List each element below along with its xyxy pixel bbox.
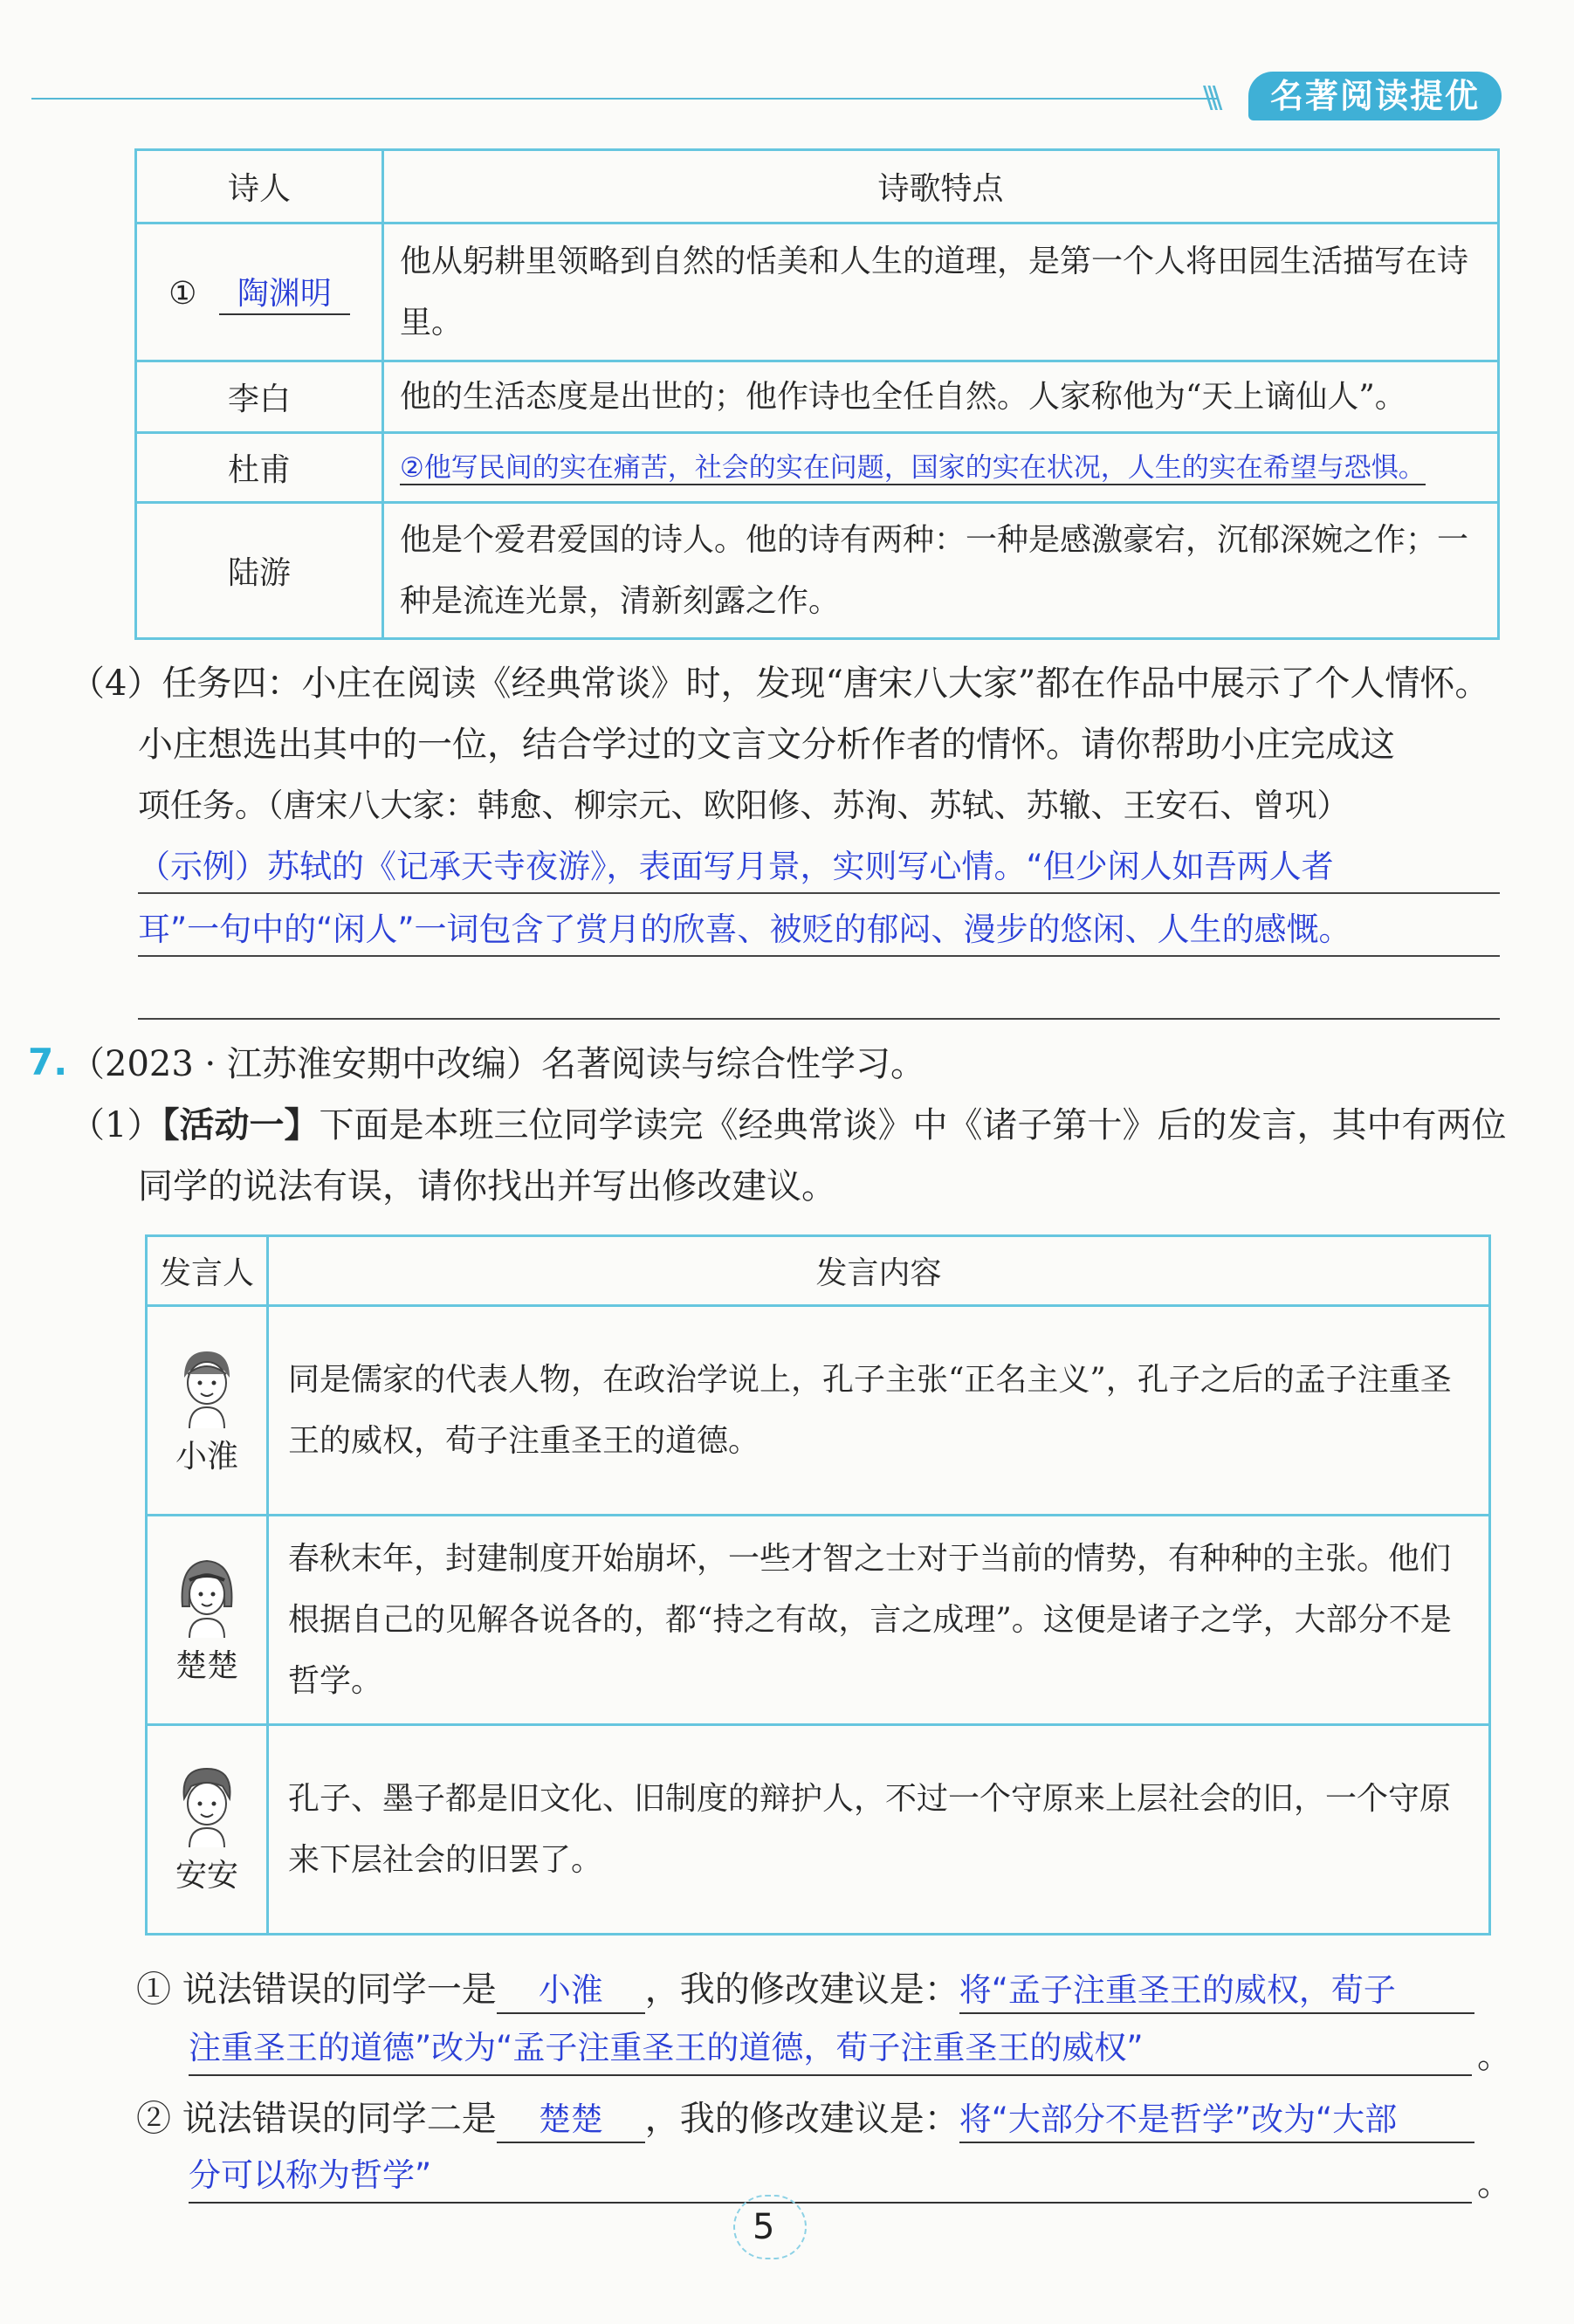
speech-table	[145, 1234, 1491, 1936]
question-title: （2023 · 江苏淮安期中改编）名著阅读与综合性学习。	[70, 1044, 925, 1084]
speaker-name: 楚楚	[175, 1648, 238, 1684]
sub-question-1-cont: 同学的说法有误，请你找出并写出修改建议。	[138, 1166, 836, 1207]
answer-1-mid: ，我的修改建议是：	[644, 1970, 959, 2010]
answer-2-name: 楚楚	[497, 2098, 645, 2143]
answer-rule	[138, 1018, 1500, 1020]
boy-avatar-icon	[172, 1344, 242, 1432]
column-header: 发言内容	[268, 1236, 1490, 1306]
answer-2-text1: 将“大部分不是哲学”改为“大部	[959, 2098, 1474, 2143]
feature-cell: 他的生活态度是出世的；他作诗也全任自然。人家称他为“天上谪仙人”。	[383, 361, 1499, 433]
page-number: 5	[753, 2207, 775, 2247]
sub-number: （1）	[70, 1105, 162, 1145]
answer-1-text2: 注重圣王的道德”改为“孟子注重圣王的道德，荀子注重圣王的威权”	[189, 2022, 1472, 2076]
table-row	[147, 1516, 1490, 1725]
answer-rule	[138, 955, 1500, 957]
boy-avatar-icon	[172, 1764, 242, 1851]
column-header: 发言人	[147, 1236, 268, 1306]
table-header-row	[136, 150, 1499, 223]
feature-cell: 他从躬耕里领略到自然的恬美和人生的道理，是第一个人将田园生活描写在诗里。	[383, 223, 1499, 361]
blank-number: ①	[168, 276, 197, 312]
table-row	[147, 1725, 1490, 1935]
column-header: 诗歌特点	[383, 150, 1499, 223]
sub-text: 下面是本班三位同学读完《经典常谈》中《诸子第十》后的发言，其中有两位	[319, 1105, 1507, 1145]
table-row	[136, 361, 1499, 433]
task4-line3: 项任务。（唐宋八大家：韩愈、柳宗元、欧阳修、苏洵、苏轼、苏辙、王安石、曾巩）	[138, 787, 1350, 824]
answer-poet: 陶渊明	[219, 269, 350, 315]
girl-avatar-icon	[172, 1554, 242, 1641]
feature-cell	[383, 433, 1499, 503]
speech-content: 同是儒家的代表人物，在政治学说上，孔子主张“正名主义”，孔子之后的孟子注重圣王的威权，荀子注重圣王的道德。	[268, 1306, 1490, 1516]
answer-1-name: 小淮	[497, 1969, 645, 2014]
feature-cell: 他是个爱君爱国的诗人。他的诗有两种：一种是感激豪宕，沉郁深婉之作；一种是流连光景，清新刻露之作。	[383, 503, 1499, 639]
poet-cell	[136, 223, 383, 361]
answer-feature: ②他写民间的实在痛苦，社会的实在问题，国家的实在状况，人生的实在希望与恐惧。	[400, 452, 1426, 484]
speech-content: 春秋末年，封建制度开始崩坏，一些才智之士对于当前的情势，有种种的主张。他们根据自己的见解各说各的，都“持之有故，言之成理”。这便是诸子之学，大部分不是哲学。	[268, 1516, 1490, 1725]
answer-2-prefix: ② 说法错误的同学二是	[136, 2099, 497, 2139]
period: 。	[1477, 2163, 1512, 2204]
poet-cell: 陆游	[136, 503, 383, 639]
period: 。	[1477, 2036, 1512, 2076]
poet-cell: 杜甫	[136, 433, 383, 503]
table-row	[136, 223, 1499, 361]
answer-rule	[138, 892, 1500, 894]
section-tag: 名著阅读提优	[1248, 72, 1502, 120]
table-header-row	[147, 1236, 1490, 1306]
speaker-cell	[147, 1725, 268, 1935]
answer-1	[136, 1959, 1474, 2020]
speaker-cell	[147, 1306, 268, 1516]
speaker-name: 小淮	[175, 1439, 238, 1475]
answer-2	[136, 2088, 1474, 2149]
header-ticks: \\\	[1203, 80, 1218, 115]
column-header: 诗人	[136, 150, 383, 223]
question-number: 7.	[28, 1041, 68, 1083]
table-row	[136, 433, 1499, 503]
task4-line1: （4）任务四：小庄在阅读《经典常谈》时，发现“唐宋八大家”都在作品中展示了个人情怀。	[70, 664, 1490, 704]
task4-answer-line2: 耳”一句中的“闲人”一词包含了赏月的欣喜、被贬的郁闷、漫步的悠闲、人生的感慨。	[138, 911, 1351, 948]
task4-answer-line1: （示例）苏轼的《记承天寺夜游》，表面写月景，实则写心情。“但少闲人如吾两人者	[138, 848, 1334, 885]
activity-tag: 【活动一】	[162, 1104, 320, 1145]
task4-line2: 小庄想选出其中的一位，结合学过的文言文分析作者的情怀。请你帮助小庄完成这	[138, 725, 1395, 765]
answer-2-text2: 分可以称为哲学”	[189, 2149, 1472, 2204]
table-row	[136, 503, 1499, 639]
answer-1-text1: 将“孟子注重圣王的威权，荀子	[959, 1969, 1474, 2014]
poets-table	[134, 148, 1500, 640]
speech-content: 孔子、墨子都是旧文化、旧制度的辩护人，不过一个守原来上层社会的旧，一个守原来下层社会的旧罢了。	[268, 1725, 1490, 1935]
poet-cell: 李白	[136, 361, 383, 433]
speaker-cell	[147, 1516, 268, 1725]
answer-1-prefix: ① 说法错误的同学一是	[136, 1970, 497, 2010]
header-rule	[31, 98, 1219, 100]
sub-question-1	[70, 1095, 1506, 1156]
table-row	[147, 1306, 1490, 1516]
answer-2-mid: ，我的修改建议是：	[644, 2099, 959, 2139]
speaker-name: 安安	[175, 1858, 238, 1894]
